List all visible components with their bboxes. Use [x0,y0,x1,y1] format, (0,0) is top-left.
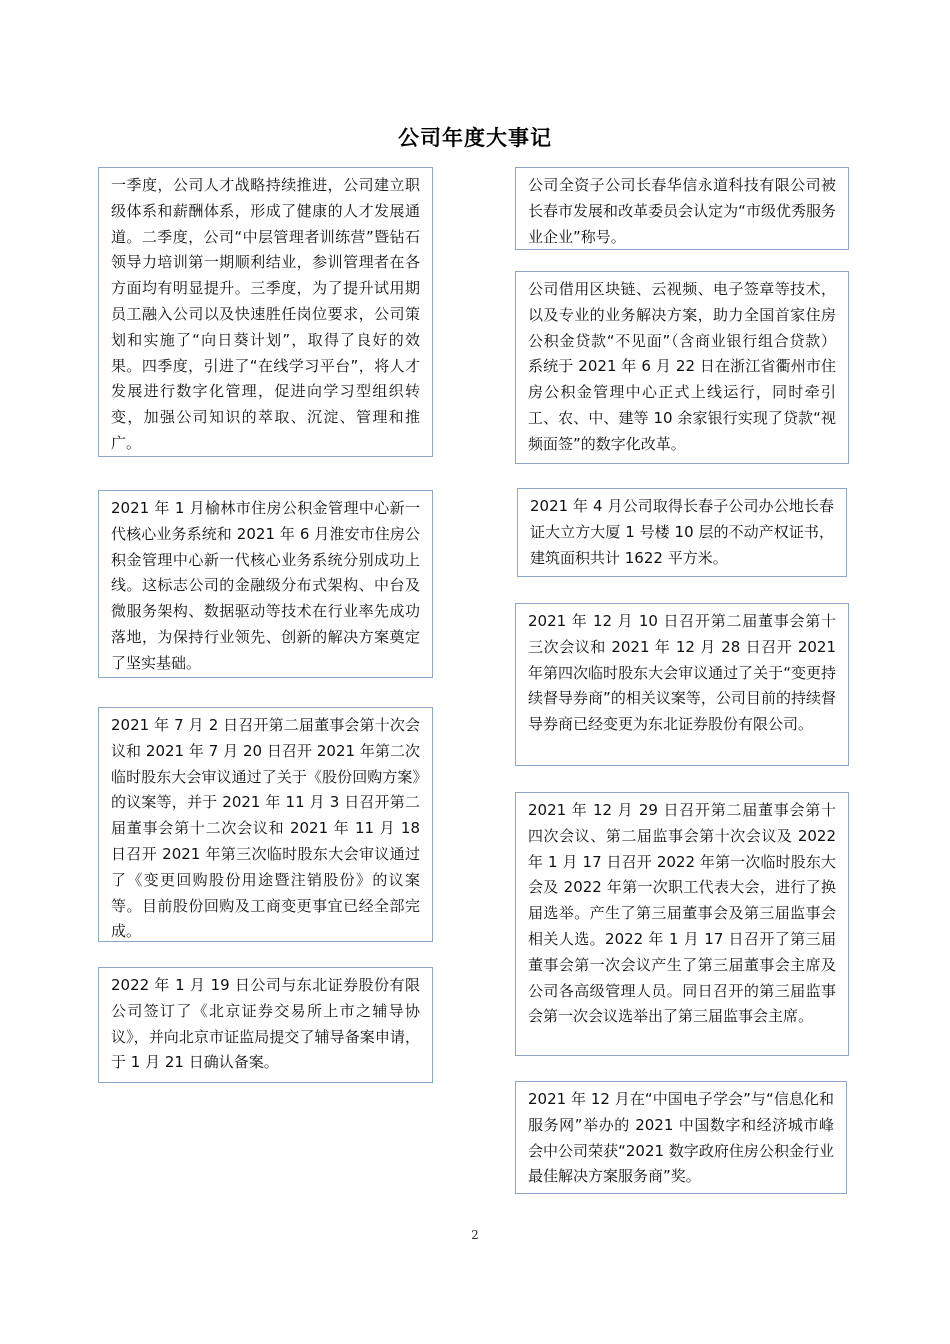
event-box-industry-award: 2021 年 12 月在“中国电子学会”与“信息化和服务网”举办的 2021 中国数字和经济城市峰会中公司荣获“2021 数字政府住房公积金行业最佳解决方案服务商”奖。 [515,1081,847,1194]
event-box-property-certificate: 2021 年 4 月公司取得长春子公司办公地长春证大立方大厦 1 号楼 10 层的不动产权证书，建筑面积共计 1622 平方米。 [517,488,847,577]
page-number: 2 [471,1228,479,1242]
event-box-share-buyback: 2021 年 7 月 2 日召开第二届董事会第十次会议和 2021 年 7 月 20 日召开 2021 年第二次临时股东大会审议通过了关于《股份回购方案》的议案等，并于 2021 年 11 月 3 日召开第二届董事会第十二次会议和 2021 年 11 月 18 日召开 2021 年第三次临时股东大会审议通过了《变更回购股份用途暨注销股份》的议案等。目前股份回购及工商变更事宜已经全部完成。 [98,707,433,942]
event-box-bse-tutoring: 2022 年 1 月 19 日公司与东北证券股份有限公司签订了《北京证券交易所上市之辅导协议》，并向北京市证监局提交了辅导备案申请，于 1 月 21 日确认备案。 [98,967,433,1083]
event-box-board-election: 2021 年 12 月 29 日召开第二届董事会第十四次会议、第二届监事会第十次会议及 2022 年 1 月 17 日召开 2022 年第一次临时股东大会及 2022 年第一次职工代表大会，进行了换届选举。产生了第三届董事会及第三届监事会相关人选。2022 年 1 月 17 日召开了第三届董事会第一次会议产生了第三届董事会主席及公司各高级管理人员。同日召开的第三届监事会第一次会议选举出了第三届监事会主席。 [515,792,849,1056]
page-title: 公司年度大事记 [398,126,552,150]
event-box-sponsor-change: 2021 年 12 月 10 日召开第二届董事会第十三次会议和 2021 年 12 月 28 日召开 2021 年第四次临时股东大会审议通过了关于“变更持续督导券商”的相关议案等，公司目前的持续督导券商已经变更为东北证券股份有限公司。 [515,603,849,766]
event-box-no-meeting-loan: 公司借用区块链、云视频、电子签章等技术，以及专业的业务解决方案，助力全国首家住房公积金贷款“不见面”（含商业银行组合贷款）系统于 2021 年 6 月 22 日在浙江省衢州市住房公积金管理中心正式上线运行，同时牵引工、农、中、建等 10 余家银行实现了贷款“视频面签”的数字化改革。 [515,271,849,464]
event-box-core-system-launch: 2021 年 1 月榆林市住房公积金管理中心新一代核心业务系统和 2021 年 6 月淮安市住房公积金管理中心新一代核心业务系统分别成功上线。这标志公司的金融级分布式架构、中台及微服务架构、数据驱动等技术在行业率先成功落地，为保持行业领先、创新的解决方案奠定了坚实基础。 [98,490,433,678]
event-box-talent-strategy: 一季度，公司人才战略持续推进，公司建立职级体系和薪酬体系，形成了健康的人才发展通道。二季度，公司“中层管理者训练营”暨钻石领导力培训第一期顺利结业，参训管理者在各方面均有明显提升。三季度，为了提升试用期员工融入公司以及快速胜任岗位要求，公司策划和实施了“向日葵计划”，取得了良好的效果。四季度，引进了“在线学习平台”，将人才发展进行数字化管理，促进向学习型组织转变，加强公司知识的萃取、沉淀、管理和推广。 [98,167,433,457]
event-box-subsidiary-award: 公司全资子公司长春华信永道科技有限公司被长春市发展和改革委员会认定为“市级优秀服务业企业”称号。 [515,167,849,250]
